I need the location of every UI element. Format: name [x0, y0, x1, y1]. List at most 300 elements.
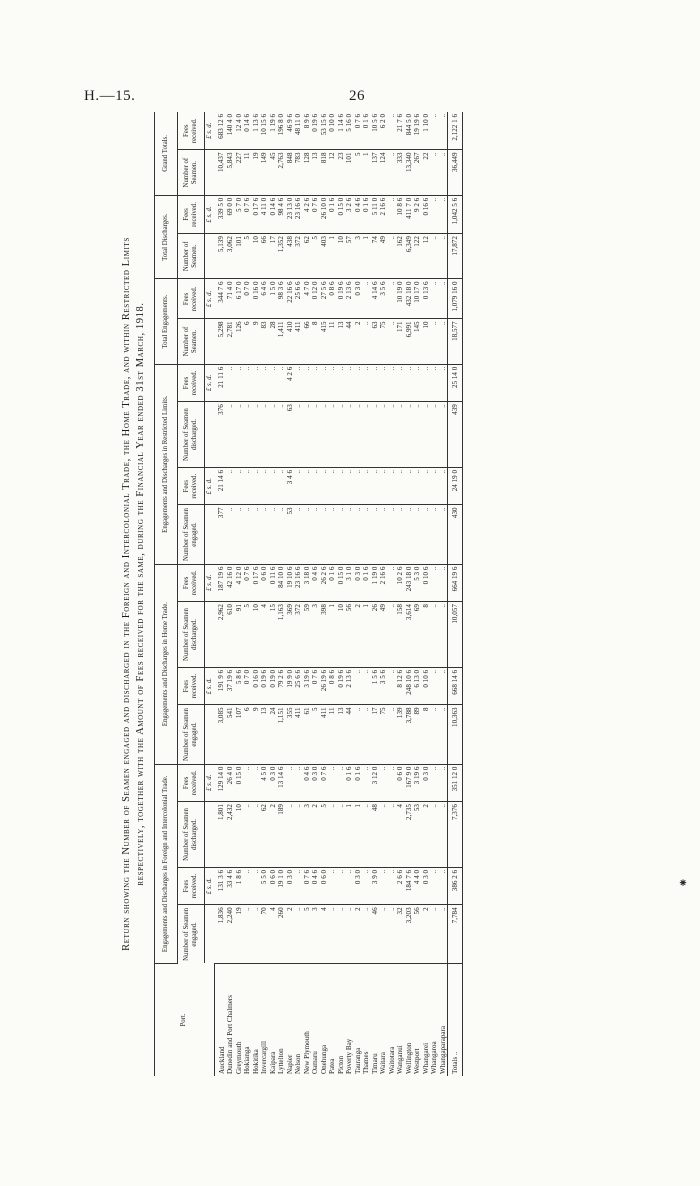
fees-cell: ..	[286, 764, 295, 802]
currency-units: £ s. d.	[205, 112, 215, 150]
count-cell: 13	[311, 150, 320, 195]
table-row	[337, 112, 346, 1076]
port-name: Auckland	[217, 1046, 226, 1074]
count-cell: 369	[286, 602, 295, 668]
count-cell: 3	[311, 905, 320, 964]
fees-cell: 27 5 6	[320, 279, 329, 319]
fees-cell: 0 14 6	[269, 195, 278, 233]
fees-cell: 0 12 0	[311, 279, 320, 319]
fees-cell: 3 5 6	[379, 667, 388, 705]
count-cell: ..	[362, 705, 371, 764]
count-cell: ..	[320, 505, 329, 564]
fees-cell: 71 4 0	[226, 279, 235, 319]
port-name: Thames	[362, 1051, 370, 1074]
port-column-header: Port.	[155, 964, 215, 1077]
fees-cell: 167 9 0	[405, 764, 414, 802]
fees-cell: 131 3 6	[214, 867, 226, 904]
fees-cell: ..	[379, 764, 388, 802]
fees-cell: ..	[430, 764, 439, 802]
subheader-engaged: Number of Seamen engaged.	[178, 905, 205, 964]
count-cell: 145	[413, 319, 422, 364]
fees-cell: ..	[413, 364, 422, 401]
count-cell: ..	[379, 402, 388, 468]
count-cell: ..	[439, 402, 448, 468]
count-cell: 83	[260, 319, 269, 364]
unit-spacer	[205, 705, 215, 764]
count-cell: 10,363	[448, 705, 463, 764]
fees-cell: ..	[362, 667, 371, 705]
count-cell: ..	[294, 905, 303, 964]
fees-cell: ..	[430, 195, 439, 233]
count-cell: 44	[345, 319, 354, 364]
count-cell: 66	[303, 319, 312, 364]
fees-cell: 0 8 6	[328, 667, 337, 705]
fees-cell: ..	[379, 364, 388, 401]
count-cell: ..	[371, 402, 380, 468]
fees-cell: 5 16 0	[345, 112, 354, 150]
count-cell: ..	[337, 905, 346, 964]
fees-cell: 0 1 6	[345, 764, 354, 802]
count-cell: 2	[269, 802, 278, 868]
fees-cell: 23 13 0	[286, 195, 295, 233]
table-row	[345, 112, 354, 1076]
count-cell: ..	[243, 402, 252, 468]
fees-cell: ..	[430, 667, 439, 705]
fees-cell: 0 10 6	[422, 667, 431, 705]
count-cell: 6,349	[405, 234, 414, 279]
fees-cell: ..	[388, 468, 397, 505]
fees-cell: ..	[354, 364, 363, 401]
fees-cell: ..	[252, 764, 261, 802]
count-cell: 355	[286, 705, 295, 764]
fees-cell: 683 12 6	[214, 112, 226, 150]
port-name: Waitara	[379, 1052, 387, 1074]
count-cell: 5	[303, 905, 312, 964]
count-cell: ..	[303, 505, 312, 564]
fees-cell: ..	[345, 867, 354, 904]
count-cell: ..	[439, 319, 448, 364]
unit-spacer	[205, 505, 215, 564]
count-cell: ..	[311, 505, 320, 564]
fees-cell: ..	[243, 867, 252, 904]
count-cell: ..	[439, 234, 448, 279]
fees-cell: ..	[422, 468, 431, 505]
count-cell: 56	[345, 602, 354, 668]
count-cell: ..	[252, 802, 261, 868]
table-row	[269, 112, 278, 1076]
fees-cell: 0 7 6	[243, 195, 252, 233]
fees-cell: ..	[379, 867, 388, 904]
count-cell: 11	[328, 705, 337, 764]
count-cell: ..	[430, 602, 439, 668]
count-cell: 410	[286, 319, 295, 364]
fees-cell: 0 7 6	[320, 764, 329, 802]
fees-cell: 0 3 0	[422, 764, 431, 802]
count-cell: ..	[388, 905, 397, 964]
fees-cell: 248 10 6	[405, 667, 414, 705]
fees-cell: 184 7 6	[405, 867, 414, 904]
count-cell: 5	[354, 150, 363, 195]
count-cell: 28	[269, 319, 278, 364]
fees-cell: ..	[439, 279, 448, 319]
count-cell: 1	[362, 602, 371, 668]
currency-unit-row	[205, 112, 215, 1076]
fees-cell: 69 0 0	[226, 195, 235, 233]
count-cell: ..	[269, 402, 278, 468]
fees-cell: 0 10 0	[328, 112, 337, 150]
fees-cell: ..	[252, 364, 261, 401]
count-cell: 19	[235, 905, 244, 964]
fees-cell: 664 19 6	[448, 564, 463, 602]
fees-cell: ..	[226, 364, 235, 401]
table-row	[260, 112, 269, 1076]
subheader-engaged: Number of Seamen engaged.	[178, 505, 205, 564]
count-cell: ..	[243, 505, 252, 564]
fees-cell: ..	[320, 468, 329, 505]
count-cell: 1	[354, 802, 363, 868]
count-cell: 7,784	[448, 905, 463, 964]
fees-cell: 3 9 0	[371, 867, 380, 904]
fees-cell: 1 13 6	[252, 112, 261, 150]
count-cell: 171	[396, 319, 405, 364]
fees-cell: ..	[345, 364, 354, 401]
subheader-fees: Fees received.	[178, 667, 205, 705]
port-name: Waitotara	[387, 1046, 396, 1074]
count-cell: 438	[286, 234, 295, 279]
fees-cell: 1 5 0	[269, 279, 278, 319]
count-cell: ..	[430, 505, 439, 564]
count-cell: 6,991	[405, 319, 414, 364]
fees-cell: 6 2 0	[379, 112, 388, 150]
count-cell: ..	[235, 505, 244, 564]
currency-units: £ s. d.	[205, 667, 215, 705]
fees-cell: 0 15 0	[337, 564, 346, 602]
fees-cell: 196 8 0	[277, 112, 286, 150]
count-cell: 6	[243, 319, 252, 364]
group-header-total-engagements: Total Engagements.	[155, 279, 178, 364]
port-name: Kaipara	[268, 1051, 277, 1074]
fees-cell: ..	[362, 364, 371, 401]
count-cell: ..	[294, 802, 303, 868]
count-cell: 1,151	[277, 705, 286, 764]
fees-cell: ..	[337, 468, 346, 505]
fees-cell: 6 13 0	[413, 667, 422, 705]
table-row	[320, 112, 329, 1076]
fees-cell: 0 14 6	[243, 112, 252, 150]
count-cell: 10	[235, 802, 244, 868]
count-cell: 13	[337, 319, 346, 364]
count-cell: ..	[379, 905, 388, 964]
port-name: Whangaparapara	[438, 1025, 447, 1074]
count-cell: 57	[345, 234, 354, 279]
fees-cell: 0 16 0	[252, 279, 261, 319]
unit-spacer	[205, 802, 215, 868]
count-cell: 4	[320, 905, 329, 964]
count-cell: ..	[345, 505, 354, 564]
fees-cell: ..	[252, 867, 261, 904]
count-cell: 75	[379, 319, 388, 364]
fees-cell: 0 7 0	[243, 279, 252, 319]
table-row	[235, 112, 244, 1076]
count-cell: 89	[413, 705, 422, 764]
unit-spacer	[205, 602, 215, 668]
fees-cell: ..	[388, 764, 397, 802]
count-cell: 69	[413, 602, 422, 668]
group-header-home: Engagements and Discharges in Home Trade.	[155, 564, 178, 764]
count-cell: 10	[252, 234, 261, 279]
count-cell: 18,577	[448, 319, 463, 364]
port-name: Hokianga	[243, 1046, 251, 1074]
table-title-line-2: respectively, together with the Amount of Fees received for the same, during the Financial Year ended 31st March, 1918.	[135, 302, 146, 886]
unit-spacer	[205, 905, 215, 964]
fees-cell: 2 16 6	[379, 564, 388, 602]
fees-cell: ..	[371, 364, 380, 401]
count-cell: 2,962	[214, 602, 226, 668]
subheader-engaged: Number of Seamen engaged.	[178, 705, 205, 764]
fees-cell: 5 11 0	[371, 195, 380, 233]
count-cell: 61	[303, 705, 312, 764]
fees-cell: 3 2 6	[345, 195, 354, 233]
fees-cell: 23 16 6	[294, 564, 303, 602]
currency-units: £ s. d.	[205, 468, 215, 505]
count-cell: ..	[439, 505, 448, 564]
unit-spacer	[205, 150, 215, 195]
fees-cell: ..	[439, 564, 448, 602]
table-row	[277, 112, 286, 1076]
fees-cell: 3 19 6	[303, 667, 312, 705]
fees-cell: ..	[362, 867, 371, 904]
fees-cell: 0 7 6	[303, 867, 312, 904]
table-row	[226, 112, 235, 1076]
count-cell: ..	[430, 705, 439, 764]
fees-cell: 0 1 6	[362, 112, 371, 150]
totals-row	[448, 112, 463, 1076]
count-cell: ..	[439, 705, 448, 764]
fees-cell: ..	[235, 364, 244, 401]
fees-cell: 140 4 0	[226, 112, 235, 150]
fees-cell: 10 19 0	[396, 279, 405, 319]
fees-cell: ..	[362, 468, 371, 505]
count-cell: 3	[311, 602, 320, 668]
margin-mark: ⁕	[678, 876, 689, 890]
count-cell: 3	[303, 802, 312, 868]
port-name: Patea	[328, 1058, 336, 1074]
count-cell: ..	[388, 505, 397, 564]
subheader-fees: Fees received.	[178, 364, 205, 401]
fees-cell: 1 19 0	[371, 564, 380, 602]
count-cell: ..	[243, 905, 252, 964]
count-cell: ..	[379, 505, 388, 564]
fees-cell: 668 14 6	[448, 667, 463, 705]
rotated-table-block	[120, 112, 615, 1076]
count-cell: ..	[252, 505, 261, 564]
fees-cell: 4 7 0	[303, 279, 312, 319]
fees-cell: 5 3 0	[413, 564, 422, 602]
fees-cell: ..	[269, 468, 278, 505]
fees-cell: 0 8 6	[328, 279, 337, 319]
count-cell: 1,352	[277, 234, 286, 279]
fees-cell: 4 5 0	[260, 764, 269, 802]
subheader-number: Number of Seamen.	[178, 319, 205, 364]
count-cell: ..	[430, 150, 439, 195]
count-cell: ..	[405, 402, 414, 468]
count-cell: 2	[422, 905, 431, 964]
fees-cell: 21 11 6	[214, 364, 226, 401]
count-cell: 101	[235, 234, 244, 279]
fees-cell: 0 19 6	[311, 112, 320, 150]
fees-cell: 4 14 6	[371, 279, 380, 319]
fees-cell: 0 15 0	[235, 764, 244, 802]
fees-cell: 0 3 0	[311, 764, 320, 802]
fees-cell: ..	[337, 867, 346, 904]
fees-cell: 46 9 6	[286, 112, 295, 150]
fees-cell: 12 4 0	[235, 112, 244, 150]
fees-cell: ..	[260, 364, 269, 401]
subheader-fees: Fees received.	[178, 112, 205, 150]
fees-cell: 0 3 0	[354, 867, 363, 904]
count-cell: 439	[448, 402, 463, 468]
fees-cell: ..	[430, 279, 439, 319]
fees-cell: 19 10 6	[286, 564, 295, 602]
count-cell: 411	[294, 319, 303, 364]
port-name: Picton	[336, 1055, 345, 1074]
fees-cell: 48 11 0	[294, 112, 303, 150]
subheader-fees: Fees received.	[178, 764, 205, 802]
fees-cell: 3 4 6	[286, 468, 295, 505]
table-row	[243, 112, 252, 1076]
count-cell: ..	[320, 402, 329, 468]
count-cell: ..	[388, 319, 397, 364]
port-name: Wanganui	[396, 1045, 404, 1074]
count-cell: ..	[354, 705, 363, 764]
fees-cell: ..	[243, 364, 252, 401]
count-cell: 45	[269, 150, 278, 195]
unit-spacer	[205, 319, 215, 364]
fees-cell: 10 5 6	[371, 112, 380, 150]
count-cell: ..	[413, 505, 422, 564]
count-cell: ..	[396, 505, 405, 564]
fees-cell: 8 12 6	[396, 667, 405, 705]
port-name: Lyttelton	[277, 1048, 285, 1074]
table-row	[303, 112, 312, 1076]
subheader-fees: Fees received.	[178, 564, 205, 602]
fees-cell: 2 16 6	[379, 195, 388, 233]
port-name: Timaru	[370, 1053, 379, 1074]
fees-cell: 25 6 6	[294, 667, 303, 705]
count-cell: 10	[337, 234, 346, 279]
count-cell: 5	[320, 802, 329, 868]
count-cell: 32	[396, 905, 405, 964]
subheader-discharged: Number of Seamen discharged.	[178, 802, 205, 868]
fees-cell: 4 4 0	[413, 867, 422, 904]
fees-cell: 4 12 0	[235, 564, 244, 602]
count-cell: 162	[396, 234, 405, 279]
count-cell: 1	[345, 802, 354, 868]
count-cell: ..	[354, 402, 363, 468]
seamen-return-table	[154, 112, 463, 1076]
count-cell: 10	[337, 602, 346, 668]
count-cell: 398	[320, 602, 329, 668]
fees-cell: 129 14 0	[214, 764, 226, 802]
count-cell: 56	[413, 905, 422, 964]
fees-cell: ..	[379, 468, 388, 505]
count-cell: ..	[226, 505, 235, 564]
fees-cell: 4 2 6	[286, 364, 295, 401]
count-cell: 5	[311, 705, 320, 764]
count-cell: 12	[422, 234, 431, 279]
port-name: Whangaroa	[430, 1041, 438, 1074]
fees-cell: 1 8 6	[235, 867, 244, 904]
table-body	[214, 112, 462, 1076]
fees-cell: 0 19 0	[269, 667, 278, 705]
fees-cell: ..	[396, 364, 405, 401]
count-cell: 376	[214, 402, 226, 468]
subheader-fees: Fees received.	[178, 867, 205, 904]
fees-cell: ..	[252, 468, 261, 505]
fees-cell: 0 6 0	[260, 564, 269, 602]
fees-cell: 10 15 6	[260, 112, 269, 150]
fees-cell: 0 7 0	[243, 667, 252, 705]
count-cell: 3,614	[405, 602, 414, 668]
count-cell: 3,062	[226, 234, 235, 279]
table-row	[430, 112, 439, 1076]
fees-cell: ..	[439, 764, 448, 802]
fees-cell: ..	[422, 364, 431, 401]
group-header-total-discharges: Total Discharges.	[155, 195, 178, 279]
fees-cell: 0 7 6	[354, 112, 363, 150]
currency-units: £ s. d.	[205, 364, 215, 401]
fees-cell: 3 1 0	[345, 564, 354, 602]
fees-cell: 19 9 0	[286, 667, 295, 705]
fees-cell: ..	[320, 364, 329, 401]
count-cell: ..	[388, 234, 397, 279]
count-cell: 49	[379, 234, 388, 279]
count-cell: ..	[328, 802, 337, 868]
count-cell: ..	[303, 402, 312, 468]
table-row	[379, 112, 388, 1076]
count-cell: ..	[226, 402, 235, 468]
count-cell: 260	[277, 905, 286, 964]
totals-label: Totals ..	[448, 964, 463, 1077]
count-cell: 66	[260, 234, 269, 279]
count-cell: ..	[405, 505, 414, 564]
fees-cell: ..	[294, 764, 303, 802]
subheader-fees: Fees received.	[178, 195, 205, 233]
fees-cell: ..	[439, 468, 448, 505]
count-cell: 1	[328, 602, 337, 668]
fees-cell: ..	[439, 195, 448, 233]
currency-units: £ s. d.	[205, 867, 215, 904]
count-cell: ..	[286, 802, 295, 868]
count-cell: 7,376	[448, 802, 463, 868]
count-cell: ..	[430, 905, 439, 964]
fees-cell: ..	[303, 468, 312, 505]
count-cell: ..	[328, 505, 337, 564]
fees-cell: 5 7 0	[235, 195, 244, 233]
fees-cell: ..	[328, 867, 337, 904]
fees-cell: ..	[371, 468, 380, 505]
port-name: Hokitika	[251, 1049, 260, 1074]
fees-cell: 191 9 6	[214, 667, 226, 705]
count-cell: 62	[260, 802, 269, 868]
port-name: Wellington	[404, 1042, 413, 1074]
count-cell: ..	[354, 505, 363, 564]
fees-cell: 0 4 6	[303, 764, 312, 802]
page-number: 26	[349, 88, 365, 104]
count-cell: ..	[235, 402, 244, 468]
count-cell: 10,057	[448, 602, 463, 668]
fees-cell: 21 14 6	[214, 468, 226, 505]
